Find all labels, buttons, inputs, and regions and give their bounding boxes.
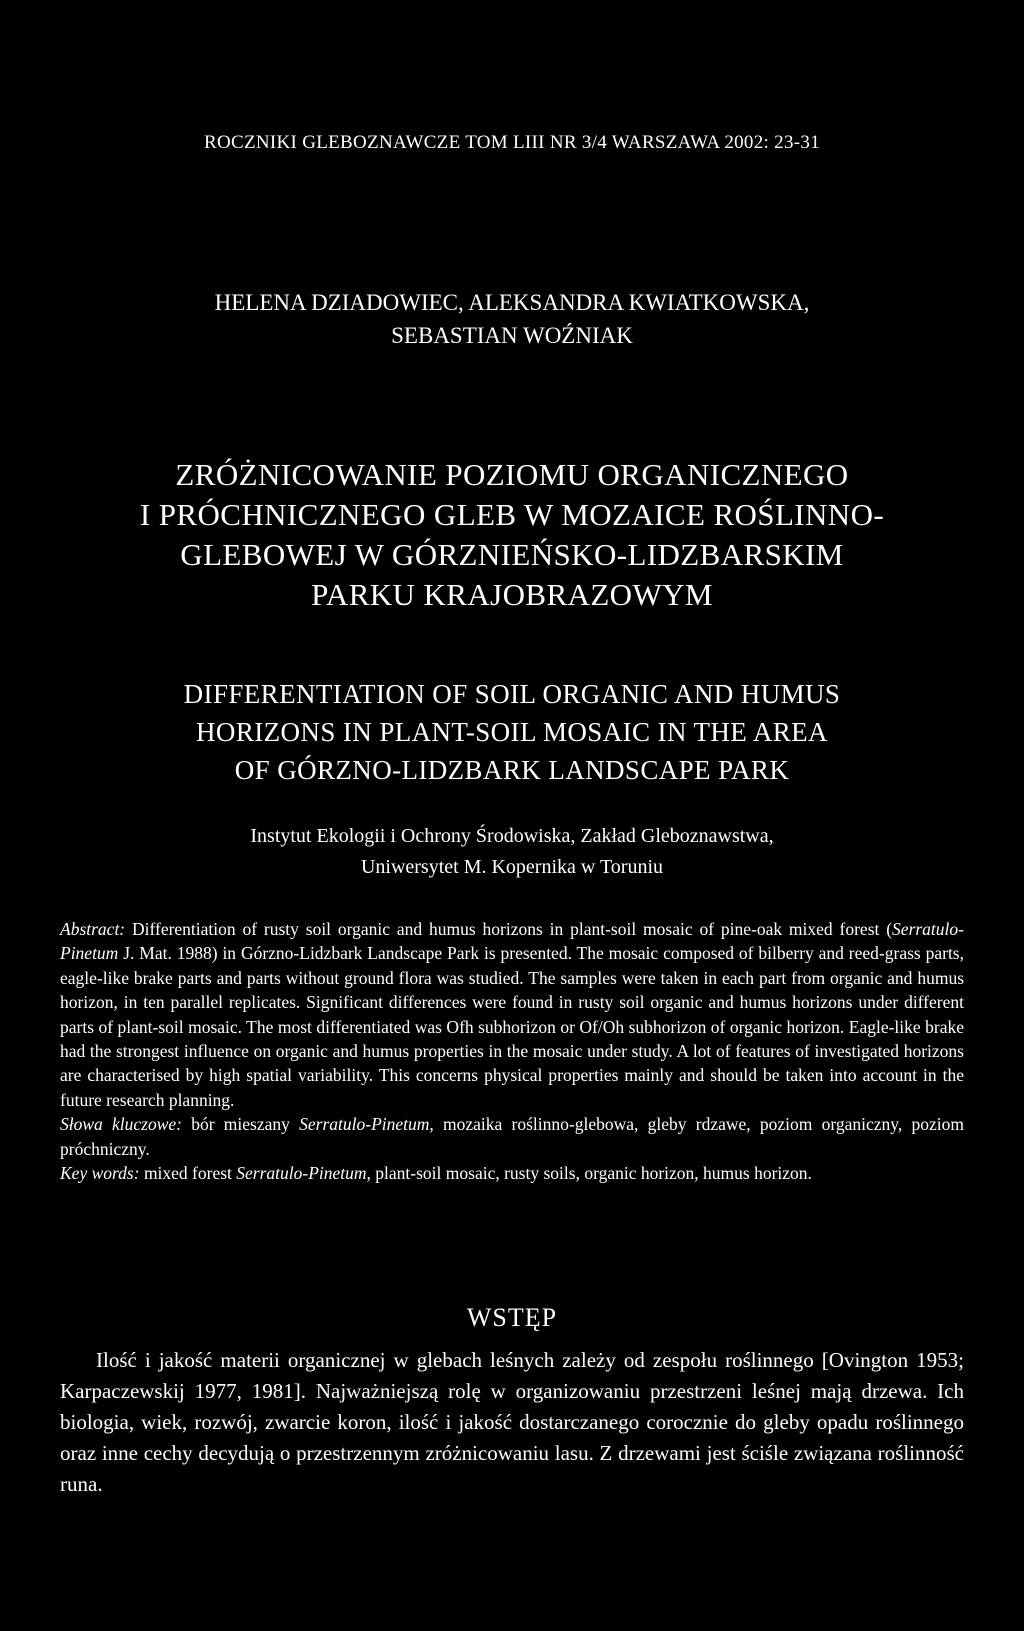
title-english [40,675,984,789]
keywords-english-text: mixed forest [139,1163,237,1184]
title-polish-line: I PRÓCHNICZNEGO GLEB W MOZAICE ROŚLINNO- [139,497,885,532]
keywords-polish-text: mozaika roślinno-glebowa, gleby rdzawe, poziom organiczny, poziom próchniczny. [60,1114,964,1159]
journal-header: ROCZNIKI GLEBOZNAWCZE TOM LIII NR 3/4 WARSZAWA 2002: 23-31 [204,132,820,153]
authors [0,286,1024,352]
keywords-polish-text: bór mieszany [182,1114,300,1135]
abstract-text: J. Mat. 1988) in Górzno-Lidzbark Landscape Park is presented. The mosaic composed of bilberry and reed-grass parts, eagle-like brake parts and parts without ground flora was studied. The samples were taken in each part from organic and humus horizon, in ten parallel replicates. Significant differences were found in rusty soil organic and humus horizons under different parts of plant-soil mosaic. The most differentiated was Ofh subhorizon or Of/Oh subhorizon of organic horizon. Eagle-like brake had the strongest influence on organic and humus properties in the mosaic under study. A lot of features of investigated horizons are characterised by high spatial variability. This concerns physical properties mainly and should be taken into account in the future research planning. [60,943,964,1110]
keywords-english-species: Serratulo-Pinetum, [236,1163,371,1184]
keywords-polish-species: Serratulo-Pinetum, [299,1114,434,1135]
keywords-english-label: Key words: [60,1163,140,1184]
affiliation [40,821,984,883]
abstract-block [60,917,964,1185]
authors-line: HELENA DZIADOWIEC, ALEKSANDRA KWIATKOWSKA, [214,290,810,315]
abstract-species: Serratulo-Pinetum [60,919,964,964]
affiliation-line: Instytut Ekologii i Ochrony Środowiska, Zakład Gleboznawstwa, [250,825,774,847]
title-english-line: OF GÓRZNO-LIDZBARK LANDSCAPE PARK [234,755,790,785]
title-english-line: DIFFERENTIATION OF SOIL ORGANIC AND HUMUS [183,679,841,709]
title-polish-line: PARKU KRAJOBRAZOWYM [311,577,713,612]
title-polish [40,455,984,615]
title-polish-line: GLEBOWEJ W GÓRZNIEŃSKO-LIDZBARSKIM [180,537,844,572]
authors-line: SEBASTIAN WOŹNIAK [391,323,633,348]
affiliation-line: Uniwersytet M. Kopernika w Toruniu [360,856,664,878]
title-english-line: HORIZONS IN PLANT-SOIL MOSAIC IN THE AREA [196,717,828,747]
keywords-polish-label: Słowa kluczowe: [60,1114,182,1135]
intro-paragraph: Ilość i jakość materii organicznej w glebach leśnych zależy od zespołu roślinnego [Ovington 1953; Karpaczewskij 1977, 1981]. Najważniejszą rolę w organizowaniu przestrzeni leśnej mają drzewa. Ich biologia, wiek, rozwój, zwarcie koron, ilość i jakość dostarczanego corocznie do gleby opadu roślinnego oraz inne cechy decydują o przestrzennym zróżnicowaniu lasu. Z drzewami jest ściśle związana roślinność runa. [60,1348,964,1496]
keywords-english-text: plant-soil mosaic, rusty soils, organic horizon, humus horizon. [370,1163,812,1184]
abstract [60,917,964,1112]
section-heading: WSTĘP [466,1303,558,1332]
abstract-text: Differentiation of rusty soil organic and humus horizons in plant-soil mosaic of pine-oak mixed forest ( [125,919,893,939]
title-polish-line: ZRÓŻNICOWANIE POZIOMU ORGANICZNEGO [175,457,849,492]
abstract-label: Abstract: [60,919,126,939]
keywords-polish [60,1112,964,1161]
keywords-english [60,1161,964,1185]
